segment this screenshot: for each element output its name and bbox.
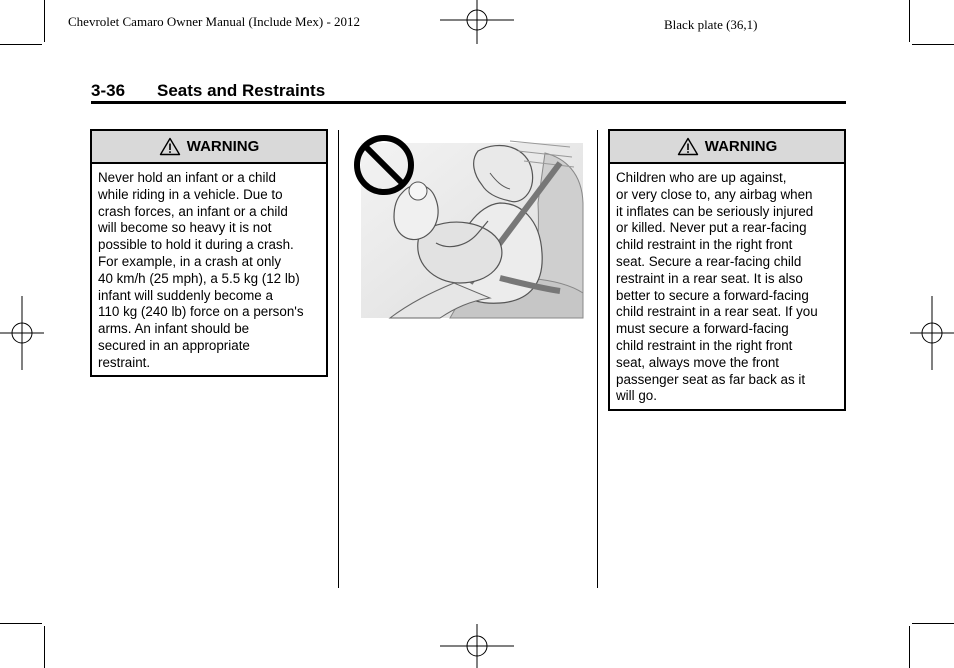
crop-mark [912, 44, 954, 45]
warning-line: passenger seat as far back as it [616, 371, 806, 387]
warning-line: will become so heavy it is not [98, 220, 272, 236]
warning-line: infant will suddenly become a [98, 287, 273, 303]
warning-header [610, 131, 844, 164]
warning-line: seat. Secure a rear-facing child [616, 253, 802, 269]
warning-box-left [90, 129, 328, 377]
warning-line: seat, always move the front [616, 354, 779, 370]
warning-line: crash forces, an infant or a child [98, 203, 288, 219]
warning-triangle-icon [159, 137, 181, 156]
heading-rule [91, 101, 846, 104]
warning-line: Never hold an infant or a child [98, 170, 276, 185]
illustration-held-infant-airbag [350, 133, 584, 319]
warning-heading: WARNING [704, 138, 778, 155]
warning-line: child restraint in a rear seat. If you [616, 304, 818, 320]
warning-line: restraint. [98, 354, 151, 370]
crop-mark [0, 44, 42, 45]
warning-line: it inflates can be seriously injured [616, 203, 814, 219]
warning-line: better to secure a forward-facing [616, 287, 809, 303]
manual-title: Chevrolet Camaro Owner Manual (Include Mex) - 2012 [68, 14, 361, 29]
warning-line: 110 kg (240 lb) force on a person's [98, 304, 304, 320]
warning-line: 40 km/h (25 mph), a 5.5 kg (12 lb) [98, 270, 300, 286]
registration-mark-top [440, 0, 514, 44]
crop-mark [0, 623, 42, 624]
crop-mark [909, 626, 910, 668]
warning-line: child restraint in the right front [616, 237, 793, 253]
column-divider [597, 130, 598, 588]
warning-line: or killed. Never put a rear-facing [616, 220, 807, 236]
registration-mark-left [0, 296, 44, 370]
crop-mark [912, 623, 954, 624]
crop-mark [44, 0, 45, 42]
warning-line: arms. An infant should be [98, 321, 250, 337]
plate-label: Black plate (36,1) [664, 17, 758, 32]
warning-body-left [92, 164, 326, 378]
section-heading [91, 81, 325, 101]
warning-line: child restraint in the right front [616, 337, 793, 353]
section-title: Seats and Restraints [157, 81, 326, 100]
warning-line: possible to hold it during a crash. [98, 237, 294, 253]
warning-line: secured in an appropriate [98, 337, 250, 353]
page-number: 3-36 [91, 81, 126, 100]
registration-mark-bottom [440, 624, 514, 668]
warning-heading: WARNING [186, 138, 260, 155]
crop-mark [44, 626, 45, 668]
warning-header [92, 131, 326, 164]
warning-triangle-icon [677, 137, 699, 156]
warning-line: while riding in a vehicle. Due to [98, 186, 283, 202]
registration-mark-right [910, 296, 954, 370]
warning-line: or very close to, any airbag when [616, 186, 813, 202]
warning-line: Children who are up against, [616, 170, 787, 185]
warning-body-right [610, 164, 844, 411]
warning-box-right [608, 129, 846, 411]
warning-line: restraint in a rear seat. It is also [616, 270, 803, 286]
crop-mark [909, 0, 910, 42]
warning-line: For example, in a crash at only [98, 253, 282, 269]
warning-line: will go. [616, 388, 657, 404]
warning-line: must secure a forward-facing [616, 321, 789, 337]
column-divider [338, 130, 339, 588]
